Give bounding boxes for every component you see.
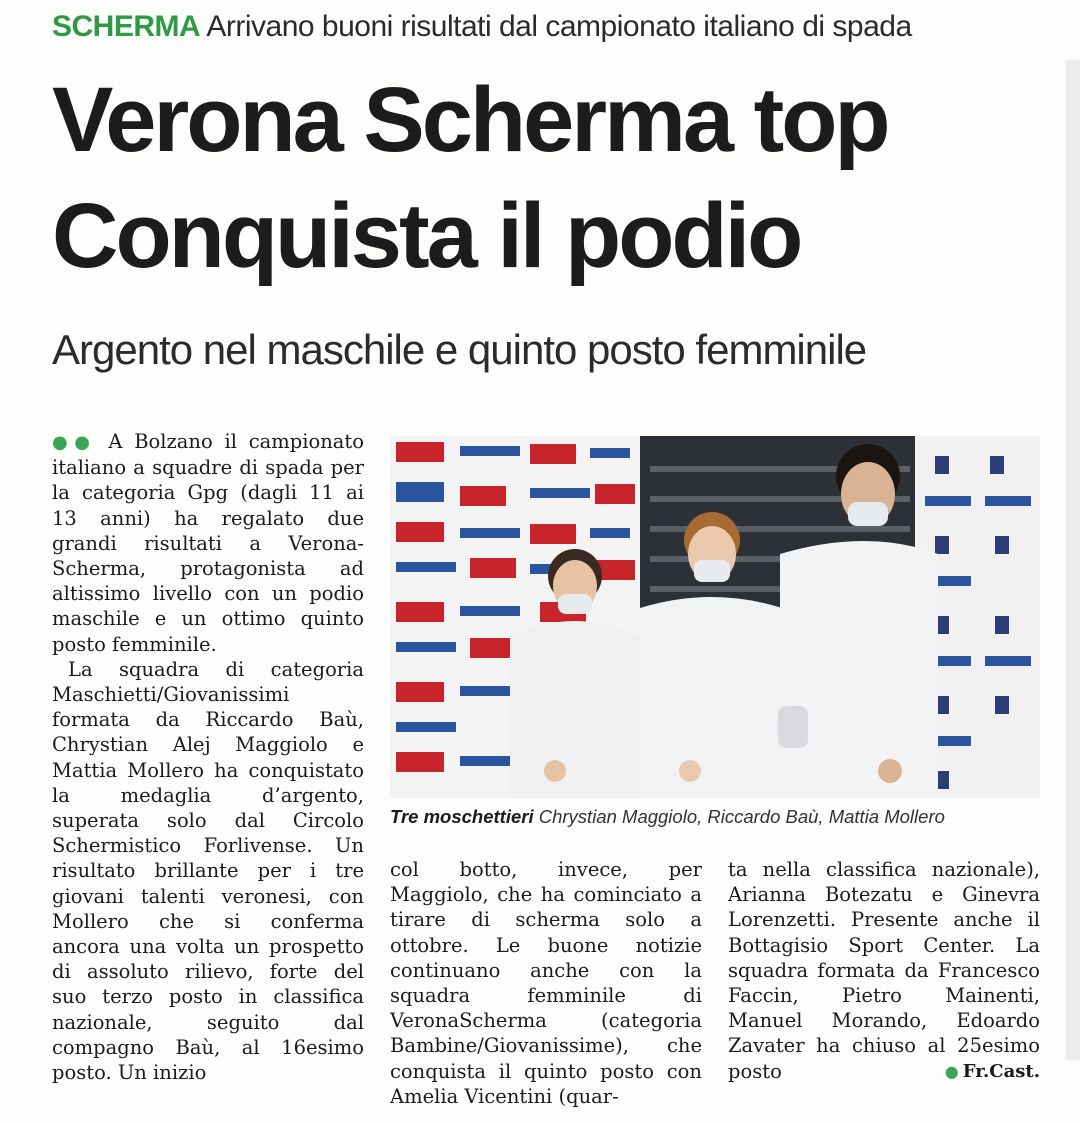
- fencers-photo-illustration: [390, 436, 1040, 798]
- caption-names: Chrystian Maggiolo, Riccardo Baù, Mattia Mollero: [538, 806, 945, 827]
- paragraph-1: [52, 429, 364, 657]
- headline-line-1: Verona Scherma top: [52, 69, 888, 171]
- article-column-1: [52, 429, 364, 1109]
- kicker-text: Arrivano buoni risultati dal campionato italiano di spada: [206, 10, 912, 43]
- column-3-text: [728, 857, 1040, 1084]
- column-2-text: col botto, invece, per Maggiolo, che ha cominciato a tirare di scherma solo a ottobre. Le buone notizie continuano anche con la squadra femminile di VeronaScherma (categoria Bambine/Giovanissime), che conquista il quinto posto con Amelia Vicentini (quar-: [390, 858, 702, 1107]
- article-column-2: [390, 857, 702, 1107]
- subheadline: Argento nel maschile e quinto posto femminile: [52, 326, 867, 373]
- signature-dot-icon: ●: [944, 1061, 959, 1081]
- paragraph-1-text: A Bolzano il campionato italiano a squadre di spada per la categoria Gpg (dagli 11 ai 13 anni) ha regalato due grandi risultati a Verona-Scherma, protagonista ad altissimo livello con un podio maschile e un ottimo quinto posto femminile.: [52, 430, 364, 656]
- kicker-line: [52, 10, 1062, 44]
- headline-line-2: Conquista il podio: [52, 185, 801, 287]
- section-label: SCHERMA: [52, 10, 201, 43]
- page-edge-bar: [1066, 60, 1080, 1060]
- article-photo: [390, 436, 1040, 798]
- column-3-body: ta nella classifica nazionale), Arianna Botezatu e Ginevra Lorenzetti. Presente anche il Bottagisio Sport Center. La squadra formata da Francesco Faccin, Pietro Mainenti, Manuel Morando, Edoardo Zavater ha chiuso al 25esimo posto: [728, 858, 1040, 1083]
- article-column-3: [728, 857, 1040, 1107]
- author-signature: [945, 1059, 1040, 1084]
- signature-text: Fr.Cast.: [962, 1060, 1040, 1082]
- bullet-marker: ●●: [52, 432, 97, 453]
- photo-caption: [390, 806, 1050, 828]
- paragraph-2: La squadra di categoria Maschietti/Giovanissimi formata da Riccardo Baù, Chrystian Alej Maggiolo e Mattia Mollero ha conquistato la medaglia d’argento, superata solo dal Circolo Schermistico Forlivense. Un risultato brillante per i tre giovani talenti veronesi, con Mollero che si conferma ancora una volta un prospetto di assoluto rilievo, forte del suo terzo posto in classifica nazionale, seguito dal compagno Baù, al 16esimo posto. Un inizio: [52, 657, 364, 1085]
- caption-lead: Tre moschettieri: [390, 806, 534, 827]
- headline: [52, 62, 1052, 294]
